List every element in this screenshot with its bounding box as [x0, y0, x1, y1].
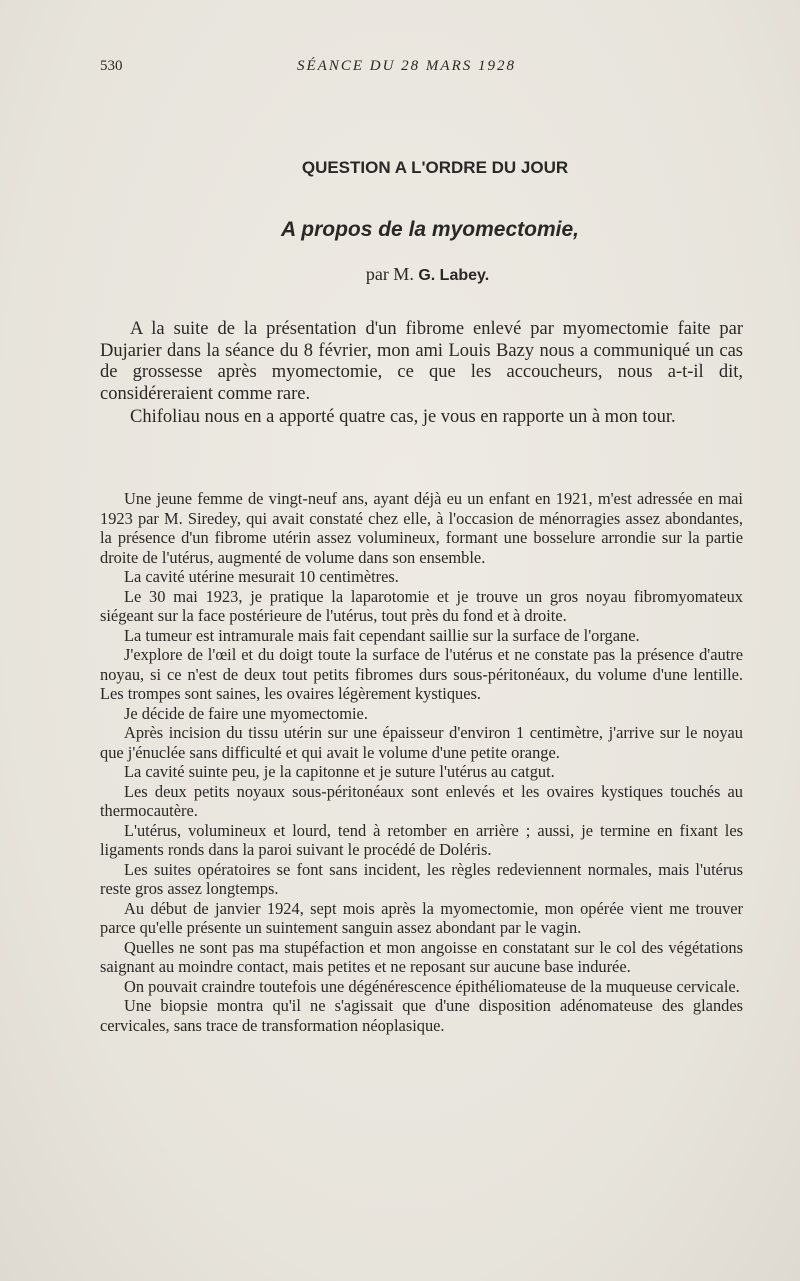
case-paragraph: Au début de janvier 1924, sept mois après la myomectomie, mon opérée vient me trouver parce qu'elle présente un suintement sanguin assez abondant par le vagin.: [100, 898, 743, 937]
case-paragraph: Une biopsie montra qu'il ne s'agissait que d'une disposition adénomateuse des glandes cervicales, sans trace de transformation néoplasique.: [100, 996, 743, 1035]
intro-paragraph: Chifoliau nous en a apporté quatre cas, je vous en rapporte un à mon tour.: [130, 407, 676, 427]
case-paragraph: Les deux petits noyaux sous-péritonéaux sont enlevés et les ovaires kystiques touchés au thermocautère.: [100, 781, 743, 820]
intro-text: [100, 319, 743, 431]
case-paragraph: Le 30 mai 1923, je pratique la laparotomie et je trouve un gros noyau fibromyomateux siégeant sur la face postérieure de l'utérus, tout près du fond et à droite.: [100, 586, 743, 625]
case-paragraph: On pouvait craindre toutefois une dégénérescence épithéliomateuse de la muqueuse cervicale.: [124, 976, 740, 996]
case-paragraph: La cavité utérine mesurait 10 centimètres.: [124, 567, 399, 586]
byline-author: G. Labey.: [418, 267, 490, 284]
byline-prefix: par M.: [365, 264, 414, 284]
intro-paragraph: A la suite de la présentation d'un fibrome enlevé par myomectomie faite par Dujarier dans la séance du 8 février, mon ami Louis Bazy nous a communiqué un cas de grossesse après myomectomie, ce que les accoucheurs, nous a-t-il dit, considéreraient comme rare.: [100, 319, 743, 404]
running-header: [100, 58, 745, 80]
case-paragraph: Quelles ne sont pas ma stupéfaction et mon angoisse en constatant sur le col des végétations saignant au moindre contact, mais petites et ne reposant sur aucune base indurée.: [100, 937, 743, 976]
case-paragraph: Les suites opératoires se font sans incident, les règles redeviennent normales, mais l'utérus reste gros assez longtemps.: [100, 859, 743, 898]
case-paragraph: Je décide de faire une myomectomie.: [124, 703, 368, 723]
case-paragraph: Après incision du tissu utérin sur une épaisseur d'environ 1 centimètre, j'arrive sur le noyau que j'énuclée sans difficulté et qui avait le volume d'une petite orange.: [100, 723, 743, 762]
case-report-text: [100, 489, 743, 1035]
case-paragraph: La tumeur est intramurale mais fait cependant saillie sur la surface de l'organe.: [124, 625, 640, 645]
case-paragraph: La cavité suinte peu, je la capitonne et je suture l'utérus au catgut.: [124, 762, 555, 781]
case-paragraph: L'utérus, volumineux et lourd, tend à retomber en arrière ; aussi, je termine en fixant les ligaments ronds dans la paroi suivant le procédé de Doléris.: [100, 820, 743, 859]
case-paragraph: J'explore de l'œil et du doigt toute la surface de l'utérus et ne constate pas la présence d'autre noyau, si ce n'est de deux tout petits fibromes durs sous-péritonéaux, du volume d'une lentille. Les trompes sont saines, les ovaires légèrement kystiques.: [100, 645, 743, 703]
page-number: 530: [100, 58, 123, 74]
running-title: SÉANCE DU 28 MARS 1928: [297, 58, 516, 74]
case-paragraph: Une jeune femme de vingt-neuf ans, ayant déjà eu un enfant en 1921, m'est adressée en mai 1923 par M. Siredey, qui avait constaté chez elle, à l'occasion de ménorragies assez abondantes, la présence d'un fibrome utérin assez volumineux, formant une bosselure arrondie sur la partie droite de l'utérus, augmenté de volume dans son ensemble.: [100, 489, 743, 567]
byline: [0, 264, 800, 285]
article-title: A propos de la myomectomie,: [281, 218, 579, 241]
section-heading: QUESTION A L'ORDRE DU JOUR: [301, 158, 569, 177]
